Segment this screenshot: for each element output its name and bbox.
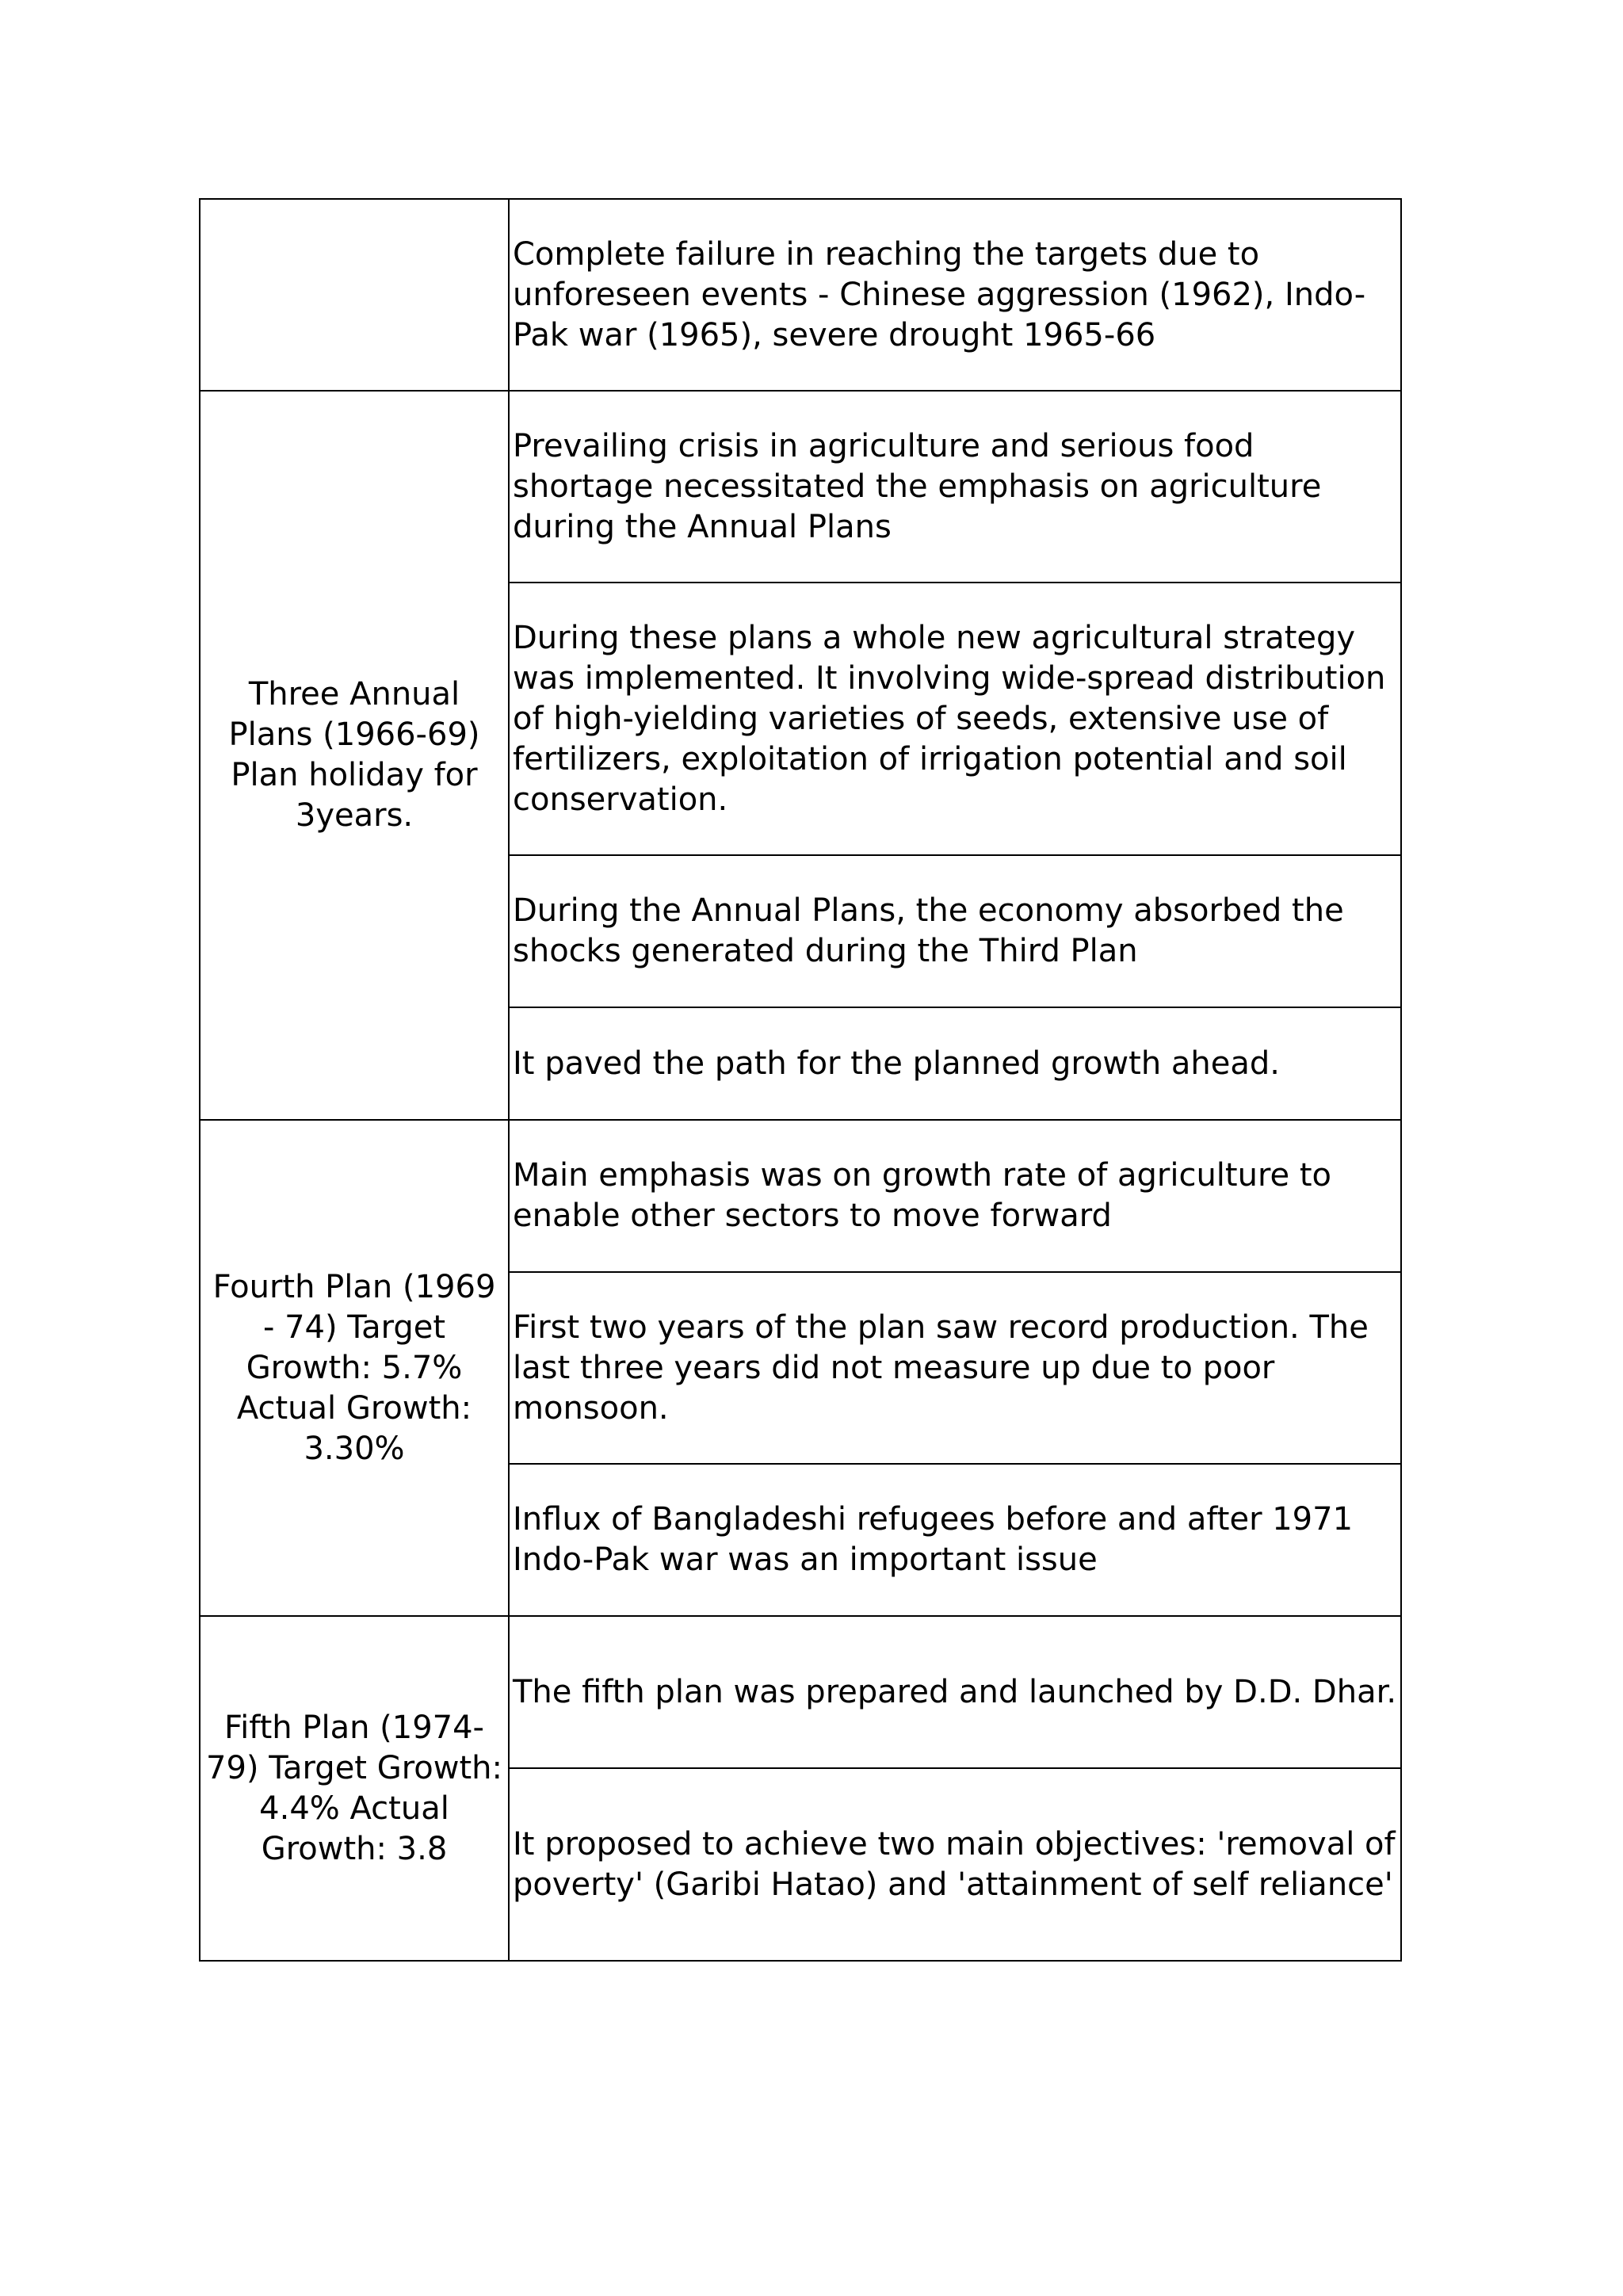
plan-description-cell: First two years of the plan saw record production. The last three years did not measure up due to poor monsoon. [509,1272,1401,1464]
plan-description-cell: It paved the path for the planned growth ahead. [509,1007,1401,1120]
plan-label-cell-fifth-plan: Fifth Plan (1974-79) Target Growth: 4.4% Actual Growth: 3.8 [200,1616,509,1961]
table-row [200,391,1401,583]
five-year-plans-table [199,198,1402,1962]
plan-description-cell: During the Annual Plans, the economy absorbed the shocks generated during the Third Plan [509,855,1401,1007]
plan-description-cell: Complete failure in reaching the targets due to unforeseen events - Chinese aggression (1962), Indo-Pak war (1965), severe drought 1965-66 [509,199,1401,391]
table-row [200,199,1401,391]
plan-description-cell: It proposed to achieve two main objectives: 'removal of poverty' (Garibi Hatao) and 'attainment of self reliance' [509,1768,1401,1961]
plan-description-cell: Influx of Bangladeshi refugees before and after 1971 Indo-Pak war was an important issue [509,1464,1401,1616]
table-row [200,1616,1401,1768]
plan-label-cell-annual-plans: Three Annual Plans (1966-69) Plan holiday for 3years. [200,391,509,1120]
plan-description-cell: Main emphasis was on growth rate of agriculture to enable other sectors to move forward [509,1120,1401,1272]
table-row [200,1120,1401,1272]
plan-description-cell: Prevailing crisis in agriculture and serious food shortage necessitated the emphasis on agriculture during the Annual Plans [509,391,1401,583]
plan-label-cell-empty [200,199,509,391]
plan-description-cell: During these plans a whole new agricultural strategy was implemented. It involving wide-spread distribution of high-yielding varieties of seeds, extensive use of fertilizers, exploitation of irrigation potential and soil conservation. [509,583,1401,855]
plan-label-cell-fourth-plan: Fourth Plan (1969 - 74) Target Growth: 5.7% Actual Growth: 3.30% [200,1120,509,1616]
plan-description-cell: The fifth plan was prepared and launched by D.D. Dhar. [509,1616,1401,1768]
